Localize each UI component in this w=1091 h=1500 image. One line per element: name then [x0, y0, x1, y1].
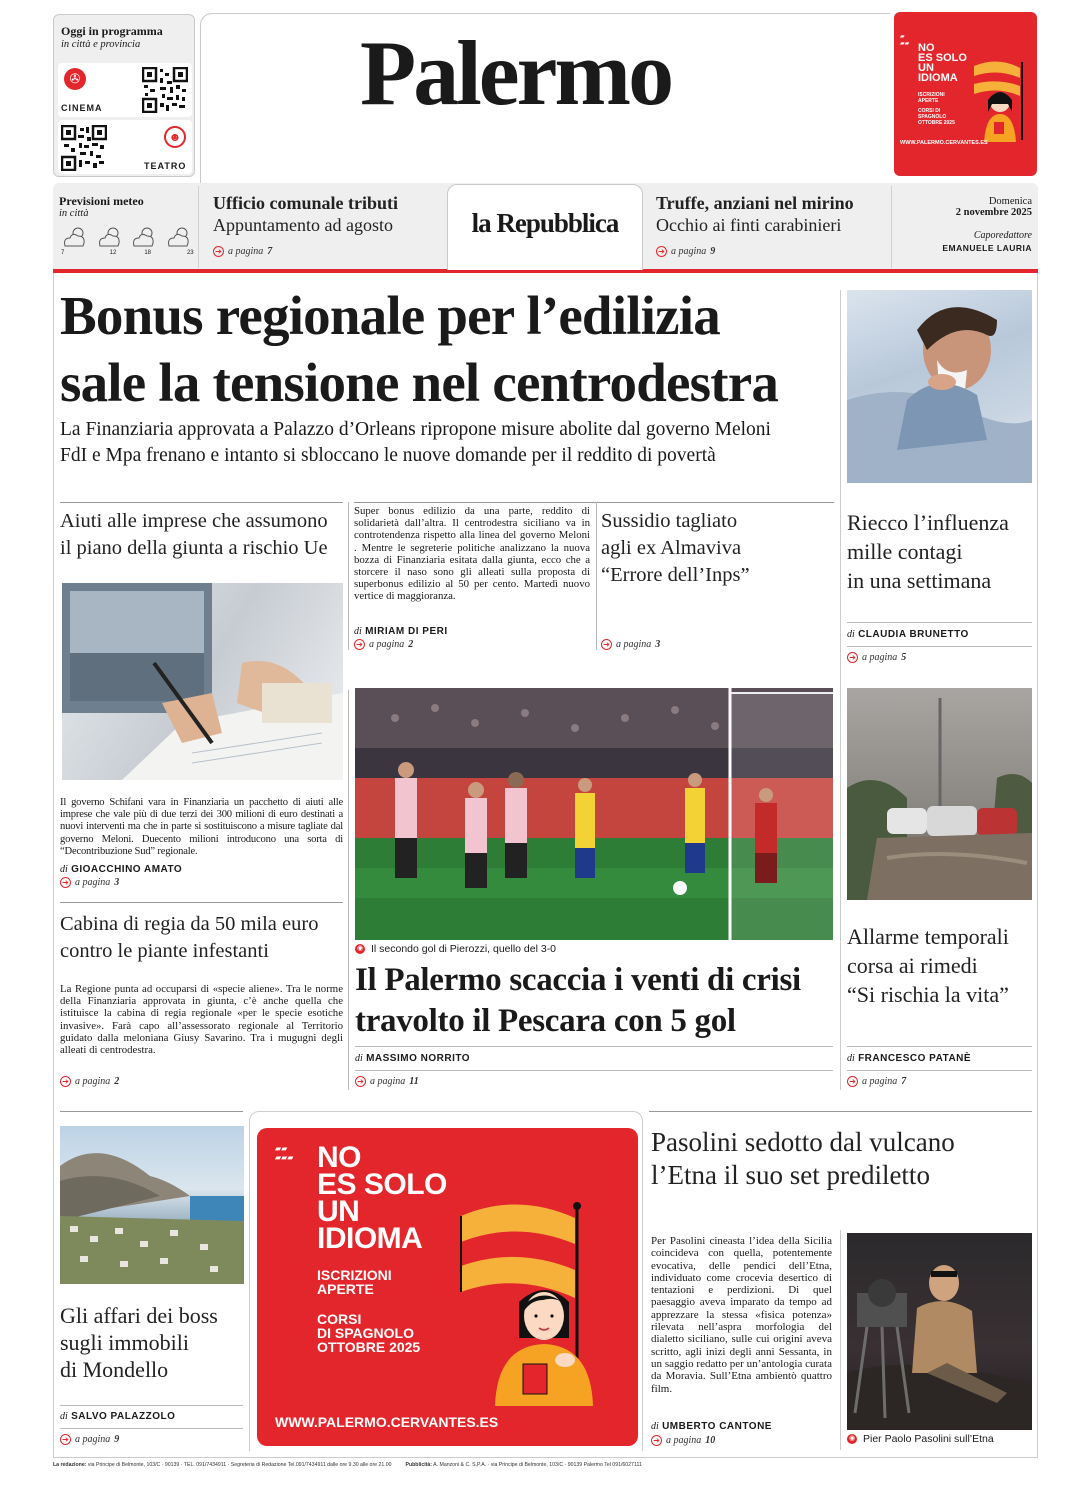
- camera-icon: ◉: [356, 945, 364, 952]
- pasolini-title-line: l’Etna il suo set prediletto: [651, 1160, 930, 1190]
- mondello-title-line: di Mondello: [60, 1357, 169, 1382]
- ad-cervantes-small[interactable]: ▰ ▰▰ NO ES SOLO UN IDIOMA ISCRIZIONI APERTE CORSI DI SPAGNOLO OTTOBRE 2025 WWW.PALERMO.CERVANTES.ES: [894, 12, 1037, 176]
- teaser-truffe[interactable]: [656, 192, 886, 266]
- footer-pubblicita: Pubblicità: A. Manzoni & C. S.P.A. · via Principe di Belmonte, 103/C · 90139 Palermo Tel 091/6027111: [405, 1462, 642, 1468]
- arrow-right-icon: ➔: [354, 639, 365, 650]
- ad-small-line1: NO: [918, 42, 935, 54]
- meteo-temp: 23: [186, 250, 194, 256]
- superbonus-body: Super bonus edilizio da una parte, reddito di solidarietà dall’altra. Il centrodestra siciliano va in controtendenza rispetto alla linea del governo Meloni . Mentre le segreterie politiche analizzano la nuova bozza di Finanziaria esitata dalla giunta, ecco che a storcere il naso sono gli alleati sulla proposta di superbonus edilizio al 50 per cento. Martedì nuovo vertice di maggioranza.: [354, 505, 590, 603]
- meteo-temp: 18: [144, 250, 151, 256]
- pasolini-caption-text: Pier Paolo Pasolini sull’Etna: [863, 1433, 994, 1445]
- influenza-pageref[interactable]: ➔ a pagina 5: [847, 652, 906, 663]
- imprese-title-line: Aiuti alle imprese che assumono: [60, 510, 328, 532]
- teaser-truffe-pageref[interactable]: ➔ a pagina 9: [656, 246, 886, 257]
- article-imprese[interactable]: [60, 508, 345, 562]
- ad-cervantes-big[interactable]: [257, 1128, 638, 1446]
- ad-small-line4: IDIOMA: [918, 72, 958, 84]
- partly-cloudy-icon: [130, 224, 158, 250]
- superbonus-byline: [354, 626, 448, 637]
- temporali-byline: [847, 1053, 971, 1064]
- byline-author: SALVO PALAZZOLO: [71, 1411, 176, 1422]
- cervantes-logo-icon: ▰▰ ▰▰▰: [275, 1144, 294, 1162]
- programma-box[interactable]: [53, 14, 195, 177]
- ad-small-illustration-icon: [970, 56, 1032, 142]
- programma-title: Oggi in programma: [61, 24, 163, 38]
- article-pasolini[interactable]: [651, 1126, 1036, 1192]
- meteo-box[interactable]: [53, 183, 196, 269]
- teaser-truffe-title: Truffe, anziani nel mirino: [656, 193, 854, 213]
- editor-role: Caporedattore: [973, 230, 1032, 241]
- mondello-title-line: Gli affari dei boss: [60, 1303, 218, 1328]
- cinema-label[interactable]: CINEMA: [61, 103, 103, 113]
- masthead-title: Palermo: [360, 22, 672, 124]
- photo-mondello: [60, 1126, 244, 1284]
- byline-author: FRANCESCO PATANÈ: [858, 1053, 972, 1064]
- mondello-title-line: sugli immobili: [60, 1330, 189, 1355]
- partly-cloudy-icon: [61, 224, 89, 250]
- meteo-slot: [130, 224, 160, 258]
- byline-author: CLAUDIA BRUNETTO: [858, 629, 969, 640]
- teatro-icon[interactable]: ☻: [164, 126, 186, 148]
- ad-small-sub2: CORSI DI SPAGNOLO OTTOBRE 2025: [918, 108, 955, 126]
- byline-author: UMBERTO CANTONE: [662, 1421, 772, 1432]
- programma-subtitle: in città e provincia: [61, 39, 141, 50]
- meteo-temp: 12: [109, 250, 117, 256]
- ad-small-line2: ES SOLO: [918, 52, 967, 64]
- article-influenza[interactable]: [847, 508, 1032, 595]
- ad-small-url[interactable]: WWW.PALERMO.CERVANTES.ES: [900, 140, 988, 146]
- photo-calcio: [355, 688, 833, 940]
- lead-headline[interactable]: [60, 282, 840, 416]
- almaviva-title-line: Sussidio tagliato: [601, 510, 738, 532]
- ad-big-line3: UN: [317, 1195, 360, 1228]
- byline-di: di: [847, 1053, 855, 1064]
- temporali-title-line: “Si rischia la vita”: [847, 982, 1009, 1007]
- arrow-right-icon: ➔: [601, 639, 612, 650]
- article-mondello[interactable]: [60, 1302, 245, 1383]
- temporali-title-line: corsa ai rimedi: [847, 953, 978, 978]
- ad-big-line2: ES SOLO: [317, 1168, 447, 1201]
- byline-di: di: [60, 864, 68, 875]
- arrow-right-icon: ➔: [847, 1076, 858, 1087]
- footer-redazione: La redazione: via Principe di Belmonte, 103/C · 90139 · TEL. 091/7434911 · Segreteria di Redazione Tel.091/7434911 dalle ore 9.30 alle ore 21.00: [53, 1462, 392, 1468]
- calcio-byline: [355, 1053, 470, 1064]
- ad-big-sub2b: DI SPAGNOLO: [317, 1325, 414, 1341]
- arrow-right-icon: ➔: [60, 1434, 71, 1445]
- ad-big-sub2a: CORSI: [317, 1311, 362, 1327]
- imprese-title-line: il piano della giunta a rischio Ue: [60, 537, 328, 559]
- ad-big-url[interactable]: WWW.PALERMO.CERVANTES.ES: [275, 1414, 499, 1430]
- byline-di: di: [354, 626, 362, 637]
- date-day: Domenica: [988, 196, 1032, 207]
- superbonus-pageref[interactable]: ➔ a pagina 2: [354, 639, 413, 650]
- mondello-pageref[interactable]: ➔ a pagina 9: [60, 1434, 119, 1445]
- influenza-byline: [847, 629, 969, 640]
- ad-big-line4: IDIOMA: [317, 1222, 423, 1255]
- byline-author: MASSIMO NORRITO: [366, 1053, 471, 1064]
- byline-author: MIRIAM DI PERI: [365, 626, 448, 637]
- article-almaviva[interactable]: [601, 508, 836, 589]
- lead-subhead: [60, 417, 840, 469]
- temporali-title-line: Allarme temporali: [847, 924, 1009, 949]
- date-date: 2 novembre 2025: [955, 207, 1032, 218]
- byline-di: di: [651, 1421, 659, 1432]
- lead-subhead-line: La Finanziaria approvata a Palazzo d’Orleans ripropone misure abolite dal governo Meloni: [60, 419, 771, 440]
- lead-headline-line: Bonus regionale per l’edilizia: [60, 285, 720, 346]
- pasolini-body: Per Pasolini cineasta l’idea della Sicilia coincideva con quella, potentemente evocativa, delle pendici dell’Etna, individuato come crocevia desertico di tentazioni e perdizioni. Di quel paesaggio aveva imparato da tempo ad apprezzare la stessa «fisica potenza» rilevata nell’aspra morfologia del dialetto siciliano, sulle cui origini aveva scritto, agli inizi degli anni Sessanta, in un saggio redatto per un’antologia curata da Moravia. Sull’Etna ambientò quattro film.: [651, 1235, 832, 1395]
- article-temporali[interactable]: [847, 922, 1032, 1009]
- imprese-body: Il governo Schifani vara in Finanziaria un pacchetto di aiuti alle imprese che vale più di due terzi dei 300 milioni di euro destinati a nuovi interventi ma che in parte si sostituiscono a misure tagliate dal governo Meloni. Duecento milioni introducono una sorta di “Decontribuzione Sud” regionale.: [60, 797, 343, 857]
- almaviva-title-line: “Errore dell’Inps”: [601, 564, 750, 586]
- temporali-pageref[interactable]: ➔ a pagina 7: [847, 1076, 906, 1087]
- photo-influenza: [847, 290, 1032, 483]
- arrow-right-icon: ➔: [656, 246, 667, 257]
- imprese-byline: [60, 864, 182, 875]
- partly-cloudy-icon: [165, 224, 193, 250]
- byline-di: di: [355, 1053, 363, 1064]
- almaviva-title-line: agli ex Almaviva: [601, 537, 742, 559]
- partly-cloudy-icon: [96, 224, 124, 250]
- qr-code-teatro-icon[interactable]: [61, 125, 107, 171]
- meteo-temp: 7: [61, 250, 65, 256]
- pasolini-pageref[interactable]: ➔ a pagina 10: [651, 1435, 715, 1446]
- ad-small-sub1: ISCRIZIONI APERTE: [918, 92, 945, 104]
- photo-temporali: [847, 688, 1032, 900]
- arrow-right-icon: ➔: [60, 877, 71, 888]
- cabina-title-line: Cabina di regia da 50 mila euro: [60, 913, 319, 935]
- calcio-caption: [355, 943, 556, 955]
- pasolini-byline: [651, 1421, 772, 1432]
- cabina-body: La Regione punta ad occuparsi di «specie aliene». Tra le norme della Finanziaria approvata in giunta, c’è anche quella che istituisce la cabina di regia regionale «per le specie esotiche invasive». Farà capo all’assessorato regionale al Territorio guidato dalla meloniana Giusy Savarino. Tra i mugugni degli alleati di centrodestra.: [60, 983, 343, 1057]
- meteo-subtitle: in città: [59, 208, 89, 219]
- influenza-title-line: Riecco l’influenza: [847, 510, 1009, 535]
- ad-big-line1: NO: [317, 1141, 361, 1174]
- imprese-pageref[interactable]: ➔ a pagina 3: [60, 877, 119, 888]
- byline-di: di: [60, 1411, 68, 1422]
- cabina-title-line: contro le piante infestanti: [60, 940, 269, 962]
- meteo-slot: [96, 224, 126, 258]
- photo-pasolini: [847, 1233, 1032, 1430]
- arrow-right-icon: ➔: [847, 652, 858, 663]
- meteo-slot: [61, 224, 91, 258]
- imprese-title: [60, 508, 345, 562]
- almaviva-pageref[interactable]: ➔ a pagina 3: [601, 639, 660, 650]
- influenza-title-line: in una settimana: [847, 568, 992, 593]
- calcio-title-line: travolto il Pescara con 5 gol: [355, 1003, 736, 1039]
- arrow-right-icon: ➔: [213, 246, 224, 257]
- arrow-right-icon: ➔: [355, 1076, 366, 1087]
- dateline: [895, 196, 1032, 253]
- ad-big-illustration-icon: [457, 1188, 627, 1408]
- meteo-slot: [165, 224, 195, 258]
- ad-big-sub2c: OTTOBRE 2025: [317, 1339, 421, 1355]
- article-calcio[interactable]: [355, 960, 835, 1042]
- teaser-tributi[interactable]: [213, 192, 443, 266]
- ad-big-sub1b: APERTE: [317, 1281, 374, 1297]
- photo-imprese: [62, 583, 343, 780]
- calcio-pageref[interactable]: ➔ a pagina 11: [355, 1076, 419, 1087]
- calcio-caption-text: Il secondo gol di Pierozzi, quello del 3-0: [371, 943, 557, 955]
- camera-icon: ◉: [848, 1435, 856, 1442]
- calcio-title-line: Il Palermo scaccia i venti di crisi: [355, 962, 801, 998]
- arrow-right-icon: ➔: [60, 1076, 71, 1087]
- lead-subhead-line: FdI e Mpa frenano e intanto si sbloccano le nuove domande per il reddito di povertà: [60, 445, 716, 466]
- teaser-tributi-subtitle: Appuntamento ad agosto: [213, 215, 393, 235]
- brand-logo[interactable]: la Repubblica: [471, 208, 619, 238]
- arrow-right-icon: ➔: [651, 1435, 662, 1446]
- cabina-pageref[interactable]: ➔ a pagina 2: [60, 1076, 119, 1087]
- teaser-tributi-title: Ufficio comunale tributi: [213, 193, 398, 213]
- editor-name: EMANUELE LAURIA: [942, 243, 1032, 253]
- mondello-byline: [60, 1411, 175, 1422]
- byline-di: di: [847, 629, 855, 640]
- qr-code-cinema-icon[interactable]: [142, 67, 188, 113]
- teatro-label[interactable]: TEATRO: [144, 161, 187, 171]
- lead-headline-line: sale la tensione nel centrodestra: [60, 352, 779, 413]
- ad-small-line3: UN: [918, 62, 934, 74]
- teaser-truffe-subtitle: Occhio ai finti carabinieri: [656, 215, 842, 235]
- teaser-tributi-pageref[interactable]: ➔ a pagina 7: [213, 246, 443, 257]
- footer: [53, 1462, 1038, 1468]
- byline-author: GIOACCHINO AMATO: [71, 864, 183, 875]
- ad-big-sub1a: ISCRIZIONI: [317, 1267, 392, 1283]
- cinema-icon[interactable]: ✇: [64, 68, 86, 90]
- influenza-title-line: mille contagi: [847, 539, 963, 564]
- pasolini-caption: [847, 1433, 994, 1445]
- meteo-title: Previsioni meteo: [59, 194, 144, 208]
- pasolini-title-line: Pasolini sedotto dal vulcano: [651, 1127, 955, 1157]
- article-cabina[interactable]: [60, 911, 345, 965]
